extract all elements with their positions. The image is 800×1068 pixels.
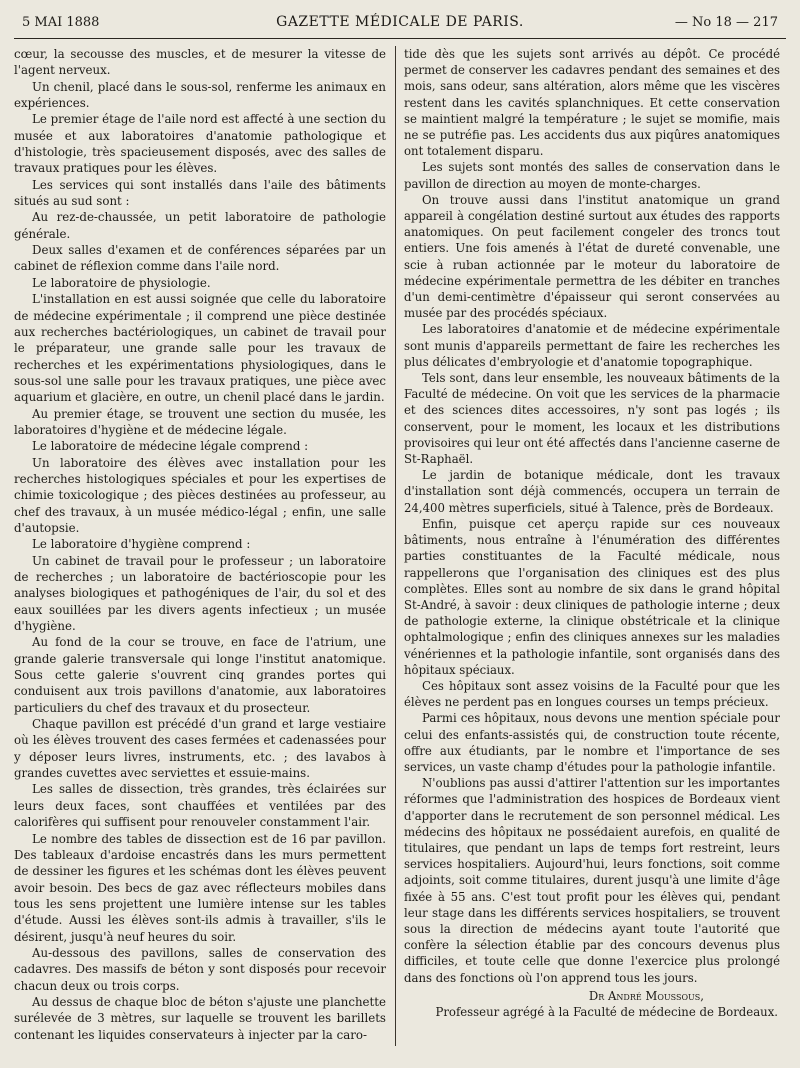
paragraph: Au rez-de-chaussée, un petit laboratoire de pathologie générale. (14, 210, 386, 241)
paragraph: Un laboratoire des élèves avec installation pour les recherches histologiques spéciales et pour les expertises de chimie toxicologique ; des pièces destinées au professeur, au chef des travaux, à un musée médico-légal ; enfin, une salle d'autopsie. (14, 455, 386, 535)
paragraph: Ces hôpitaux sont assez voisins de la Faculté pour que les élèves ne perdent pas en longues courses un temps précieux. (404, 678, 780, 710)
paragraph: Les salles de dissection, très grandes, très éclairées sur leurs deux faces, sont chauffées et ventilées par des calorifères qui suffisent pour renouveler constamment l'air. (14, 782, 386, 830)
paragraph: On trouve aussi dans l'institut anatomique un grand appareil à congélation destiné surtout aux études des rapports anatomiques. On peut facilement congeler des troncs tout entiers. Une fois amenés à l'état de dureté convenable, une scie à ruban actionnée par le moteur du laboratoire de médecine expérimentale permettra de les débiter en tranches d'un demi-centimètre d'épaisseur qui seront conservées au musée par des procédés spéciaux. (404, 192, 780, 321)
paragraph: cœur, la secousse des muscles, et de mesurer la vitesse de l'agent nerveux. (14, 47, 386, 78)
left-column (14, 46, 386, 1046)
paragraph: L'installation en est aussi soignée que celle du laboratoire de médecine expérimentale ; il comprend une pièce destinée aux recherches bactériologiques, un cabinet de travail pour le préparateur, une grande salle pour les travaux de recherches et les expérimentations physiologiques, dans le sous-sol une salle pour les travaux pratiques, une pièce avec aquarium et glacière, en outre, un chenil placé dans le jardin. (14, 292, 386, 405)
paragraph: Le laboratoire de physiologie. (32, 275, 211, 290)
paragraph: Au dessus de chaque bloc de béton s'ajuste une planchette surélevée de 3 mètres, sur laquelle se trouvent les barillets contenant les liquides conservateurs à injecter par la caro- (14, 994, 386, 1042)
page-header (22, 14, 778, 34)
paragraph: Au fond de la cour se trouve, en face de l'atrium, une grande galerie transversale qui longe l'institut anatomique. Sous cette galerie s'ouvrent cinq grandes portes qui conduisent aux trois pavillons d'anatomie, aux laboratoires particuliers du chef des travaux et du prosecteur. (14, 635, 386, 715)
issue-and-page-number: — No 18 — 217 (674, 15, 778, 30)
author-affiliation: Professeur agrégé à la Faculté de médecine de Bordeaux. (435, 1004, 778, 1019)
paragraph: Les services qui sont installés dans l'aile des bâtiments situés au sud sont : (14, 177, 386, 209)
issue-date: 5 MAI 1888 (22, 15, 100, 30)
journal-title: GAZETTE MÉDICALE DE PARIS. (276, 14, 524, 30)
paragraph: Deux salles d'examen et de conférences séparées par un cabinet de réflexion comme dans l'aile nord. (14, 243, 386, 274)
header-rule (14, 38, 786, 39)
signature-block (404, 988, 780, 1020)
paragraph: Un cabinet de travail pour le professeur ; un laboratoire de recherches ; un laboratoire de bactérioscopie pour les analyses biologiques et pathogéniques de l'air, du sol et des eaux souillées par les divers agents infectieux ; un musée d'hygiène. (14, 553, 386, 634)
author-name: Dr André Moussous, (588, 988, 704, 1003)
paragraph: Un chenil, placé dans le sous-sol, renferme les animaux en expériences. (14, 79, 386, 111)
paragraph: Le laboratoire d'hygiène comprend : (32, 537, 251, 552)
paragraph: Le nombre des tables de dissection est de 16 par pavillon. Des tableaux d'ardoise encastrés dans les murs permettent de dessiner les figures et les schémas dont les élèves peuvent avoir besoin. Des becs de gaz avec réflecteurs mobiles dans tous les sens projettent une lumière intense sur les tables d'étude. Aussi les élèves sont-ils admis à travailler, s'ils le désirent, jusqu'à neuf heures du soir. (14, 831, 386, 944)
paragraph: Les laboratoires d'anatomie et de médecine expérimentale sont munis d'appareils permettant de faire les recherches les plus délicates d'embryologie et d'anatomie topographique. (404, 322, 780, 369)
paragraph: Le laboratoire de médecine légale comprend : (32, 439, 309, 454)
paragraph: Les sujets sont montés des salles de conservation dans le pavillon de direction au moyen de monte-charges. (404, 160, 780, 191)
right-column (404, 46, 780, 1046)
paragraph: Chaque pavillon est précédé d'un grand et large vestiaire où les élèves trouvent des cases fermées et cadenassées pour y déposer leurs livres, instruments, etc. ; des lavabos à grandes cuvettes avec serviettes et essuie-mains. (14, 717, 386, 781)
paragraph: Au premier étage, se trouvent une section du musée, les laboratoires d'hygiène et de médecine légale. (14, 406, 386, 437)
paragraph: tide dès que les sujets sont arrivés au dépôt. Ce procédé permet de conserver les cadavres pendant des semaines et des mois, sans odeur, sans altération, alors même que les viscères restent dans les cavités splanchniques. Et cette conservation se maintient malgré la température ; le sujet se momifie, mais ne se putréfie pas. Les accidents dus aux piqûres anatomiques ont totalement disparu. (404, 47, 780, 159)
paragraph: N'oublions pas aussi d'attirer l'attention sur les importantes réformes que l'administration des hospices de Bordeaux vient d'apporter dans le recrutement de son personnel médical. Les médecins des hôpitaux ne possédaient aurefois, en qualité de titulaires, que pendant un laps de temps fort restreint, leurs services hospitaliers. Aujourd'hui, leurs fonctions, soit comme adjoints, soit comme titulaires, durent jusqu'à une limite d'âge fixée à 55 ans. C'est tout profit pour les élèves qui, pendant leur stage dans les différents services hospitaliers, se trouvent sous la direction de médecins ayant toute l'autorité que confère la sélection établie par des concours devenus plus difficiles, et toute celle que donne l'exercice plus prolongé dans des fonctions où l'on apprend tous les jours. (404, 776, 780, 985)
paragraph: Le jardin de botanique médicale, dont les travaux d'installation sont déjà commencés, occupera un terrain de 24,400 mètres superficiels, situé à Talence, près de Bordeaux. (404, 468, 780, 515)
paragraph: Tels sont, dans leur ensemble, les nouveaux bâtiments de la Faculté de médecine. On voit que les services de la pharmacie et des sciences dites accessoires, n'y sont pas logés ; ils conservent, pour le moment, les locaux et les distributions provisoires qui leur ont été affectés dans l'ancienne caserne de St-Raphaël. (404, 371, 780, 467)
paragraph: Enfin, puisque cet aperçu rapide sur ces nouveaux bâtiments, nous entraîne à l'énumération des différentes parties constituantes de la Faculté médicale, nous rappellerons que l'organisation des cliniques est des plus complètes. Elles sont au nombre de six dans le grand hôpital St-André, à savoir : deux cliniques de pathologie interne ; deux de pathologie externe, la clinique obstétricale et la clinique ophtalmologique ; enfin des cliniques annexes sur les maladies vénériennes et la pathologie infantile, sont organisés dans des hôpitaux spéciaux. (404, 516, 780, 677)
paragraph: Au-dessous des pavillons, salles de conservation des cadavres. Des massifs de béton y sont disposés pour recevoir chacun deux ou trois corps. (14, 945, 386, 993)
column-divider (395, 46, 396, 1046)
paragraph: Le premier étage de l'aile nord est affecté à une section du musée et aux laboratoires d'anatomie pathologique et d'histologie, très spacieusement disposés, avec des salles de travaux pratiques pour les élèves. (14, 112, 386, 176)
paragraph: Parmi ces hôpitaux, nous devons une mention spéciale pour celui des enfants-assistés qui, de construction toute récente, offre aux étudiants, par le nombre et l'importance de ses services, un vaste champ d'études pour la pathologie infantile. (404, 711, 780, 774)
